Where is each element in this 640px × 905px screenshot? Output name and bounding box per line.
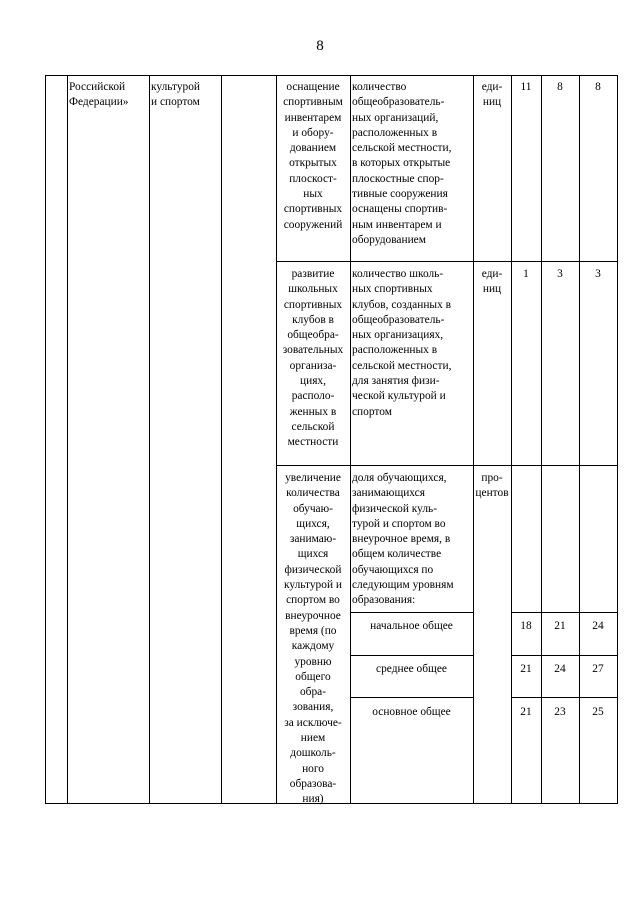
column-border-5	[350, 75, 351, 804]
indicator-cell-line: оснащены спортив-	[352, 203, 448, 216]
activity-cell-line: каждому	[291, 640, 335, 653]
indicator-cell-line: ных организациях,	[352, 329, 444, 342]
activity-cell-line: спортивных	[283, 298, 343, 311]
indicator-cell-line: в которых открытые	[352, 157, 451, 170]
value-cell: 27	[592, 663, 604, 675]
activity-cell-line: общего	[295, 670, 331, 683]
indicator-cell-line: ческой культурой и	[352, 390, 446, 403]
value-cell: 21	[520, 663, 532, 675]
subrow-separator	[511, 655, 618, 656]
activity-cell-line: открытых	[289, 157, 337, 170]
region-cell-line: Российской	[69, 81, 126, 93]
subrow-separator	[350, 612, 474, 613]
activity-cell-line: спортивных	[283, 203, 343, 216]
indicator-cell-line: для занятия физи-	[352, 375, 440, 388]
indicator-cell-line: сельской местности,	[352, 142, 452, 155]
indicator-cell	[352, 267, 471, 420]
indicator-cell-line: образования:	[352, 594, 416, 607]
indicator-cell	[352, 80, 471, 248]
indicator-cell-line: общем количестве	[352, 548, 442, 561]
value-cell: 25	[592, 706, 604, 718]
level-label: среднее общее	[376, 663, 447, 675]
activity-cell-line: располо-	[291, 390, 335, 403]
activity-cell-line: и обору-	[292, 126, 334, 139]
indicator-cell-line: ных организаций,	[352, 111, 439, 124]
unit-cell-line: ниц	[482, 96, 502, 109]
program-cell-line: и спортом	[151, 96, 200, 109]
activity-cell	[278, 471, 348, 808]
value-cell: 18	[520, 620, 532, 632]
activity-cell-line: уровню	[294, 655, 332, 668]
indicator-cell-line: внеурочное время, в	[352, 533, 451, 546]
column-border-7	[511, 75, 512, 804]
column-border-8	[541, 75, 542, 804]
column-border-9	[579, 75, 580, 804]
column-border-1	[67, 75, 68, 804]
indicator-cell-line: обучающихся по	[352, 563, 434, 576]
indicator-cell-line: клубов, созданных в	[352, 298, 451, 311]
program-cell-line: культурой	[151, 81, 201, 93]
indicator-cell-line: расположенных в	[352, 344, 438, 357]
indicator-cell-line: занимающихся	[352, 487, 425, 500]
indicator-cell-line: турой и спортом во	[352, 517, 446, 530]
activity-cell-line: спортом во	[286, 594, 340, 607]
unit-cell	[475, 80, 509, 111]
activity-cell-line: щихся	[297, 548, 329, 561]
row-separator	[276, 261, 618, 262]
indicator-cell-line: физической куль-	[352, 502, 438, 515]
unit-cell-line: еди-	[481, 81, 503, 93]
subrow-separator	[511, 697, 618, 698]
page-number: 8	[316, 38, 324, 54]
unit-cell-line: про-	[481, 472, 503, 484]
activity-cell-line: ного	[302, 762, 324, 775]
activity-cell-line: местности	[287, 436, 339, 449]
activity-cell-line: спортивным	[283, 96, 343, 109]
activity-cell-line: инвентарем	[284, 111, 342, 124]
activity-cell-line: дошколь-	[290, 747, 336, 760]
activity-cell-line: циях,	[300, 375, 326, 388]
region-cell-line: Федерации»	[69, 96, 129, 109]
activity-cell-line: время (по	[289, 624, 337, 637]
activity-cell-line: зования,	[292, 701, 334, 714]
indicator-cell	[352, 471, 471, 609]
unit-cell	[475, 471, 509, 502]
unit-cell-line: ниц	[482, 283, 502, 296]
activity-cell	[278, 267, 348, 451]
indicator-cell-line: доля обучающихся,	[352, 472, 447, 484]
value-cell: 3	[595, 268, 601, 280]
activity-cell-line: культурой и	[284, 579, 342, 592]
column-border-0	[45, 75, 46, 804]
activity-cell-line: внеурочное	[285, 609, 341, 622]
column-border-3	[221, 75, 222, 804]
subrow-separator	[350, 655, 474, 656]
activity-cell-line: обучаю-	[293, 502, 333, 515]
value-cell: 21	[520, 706, 532, 718]
level-label: основное общее	[372, 706, 451, 718]
value-cell: 3	[557, 268, 563, 280]
activity-cell-line: обра-	[299, 686, 327, 699]
value-cell: 24	[554, 663, 566, 675]
value-cell: 8	[595, 81, 601, 93]
column-border-4	[276, 75, 277, 804]
activity-cell-line: образова-	[289, 777, 337, 790]
activity-cell-line: нием	[300, 732, 326, 745]
value-cell: 11	[520, 81, 532, 93]
column-border-10	[617, 75, 618, 804]
activity-cell-line: плоскост-	[289, 172, 337, 185]
indicator-cell-line: следующим уровням	[352, 579, 454, 592]
level-label: начальное общее	[370, 620, 453, 632]
value-cell: 1	[523, 268, 529, 280]
indicator-cell-line: ным инвентарем и	[352, 218, 442, 231]
indicator-cell-line: ных спортивных	[352, 283, 433, 296]
activity-cell-line: количества	[286, 487, 340, 500]
activity-cell-line: развитие	[291, 268, 335, 280]
column-border-2	[149, 75, 150, 804]
indicator-cell-line: расположенных в	[352, 126, 438, 139]
activity-cell-line: щихся,	[296, 517, 330, 530]
activity-cell-line: за исключе-	[284, 716, 342, 729]
value-cell: 23	[554, 706, 566, 718]
indicator-cell-line: сельской местности,	[352, 359, 452, 372]
activity-cell-line: сельской	[291, 420, 335, 433]
table-top-border	[45, 75, 618, 76]
indicator-cell-line: общеобразователь-	[352, 313, 445, 326]
unit-cell-line: еди-	[481, 268, 503, 280]
unit-cell-line: центов	[475, 487, 509, 500]
activity-cell	[278, 80, 348, 233]
activity-cell-line: дованием	[289, 142, 337, 155]
indicator-cell-line: количество	[352, 81, 407, 93]
region-cell	[69, 80, 147, 111]
indicator-cell-line: тивные сооружения	[352, 188, 448, 201]
activity-cell-line: ния)	[302, 793, 324, 806]
value-cell: 21	[554, 620, 566, 632]
value-cell: 24	[592, 620, 604, 632]
subrow-separator	[511, 612, 618, 613]
indicator-cell-line: плоскостные спор-	[352, 172, 444, 185]
row-separator	[276, 465, 618, 466]
activity-cell-line: организа-	[289, 359, 337, 372]
activity-cell-line: ных	[303, 188, 323, 201]
indicator-cell-line: спортом	[352, 405, 392, 418]
unit-cell	[475, 267, 509, 298]
value-cell: 8	[557, 81, 563, 93]
activity-cell-line: общеобра-	[287, 329, 339, 342]
indicator-cell-line: количество школь-	[352, 268, 444, 280]
activity-cell-line: физической	[284, 563, 342, 576]
activity-cell-line: клубов в	[292, 313, 334, 326]
indicator-cell-line: общеобразователь-	[352, 96, 445, 109]
activity-cell-line: оснащение	[286, 81, 340, 93]
activity-cell-line: занимаю-	[289, 533, 337, 546]
subrow-separator	[350, 697, 474, 698]
column-border-6	[473, 75, 474, 804]
activity-cell-line: зовательных	[282, 344, 344, 357]
activity-cell-line: школьных	[288, 283, 338, 296]
activity-cell-line: увеличение	[285, 472, 341, 484]
activity-cell-line: женных в	[289, 405, 337, 418]
indicator-cell-line: оборудованием	[352, 233, 426, 246]
activity-cell-line: сооружений	[283, 218, 343, 231]
program-cell	[151, 80, 219, 111]
